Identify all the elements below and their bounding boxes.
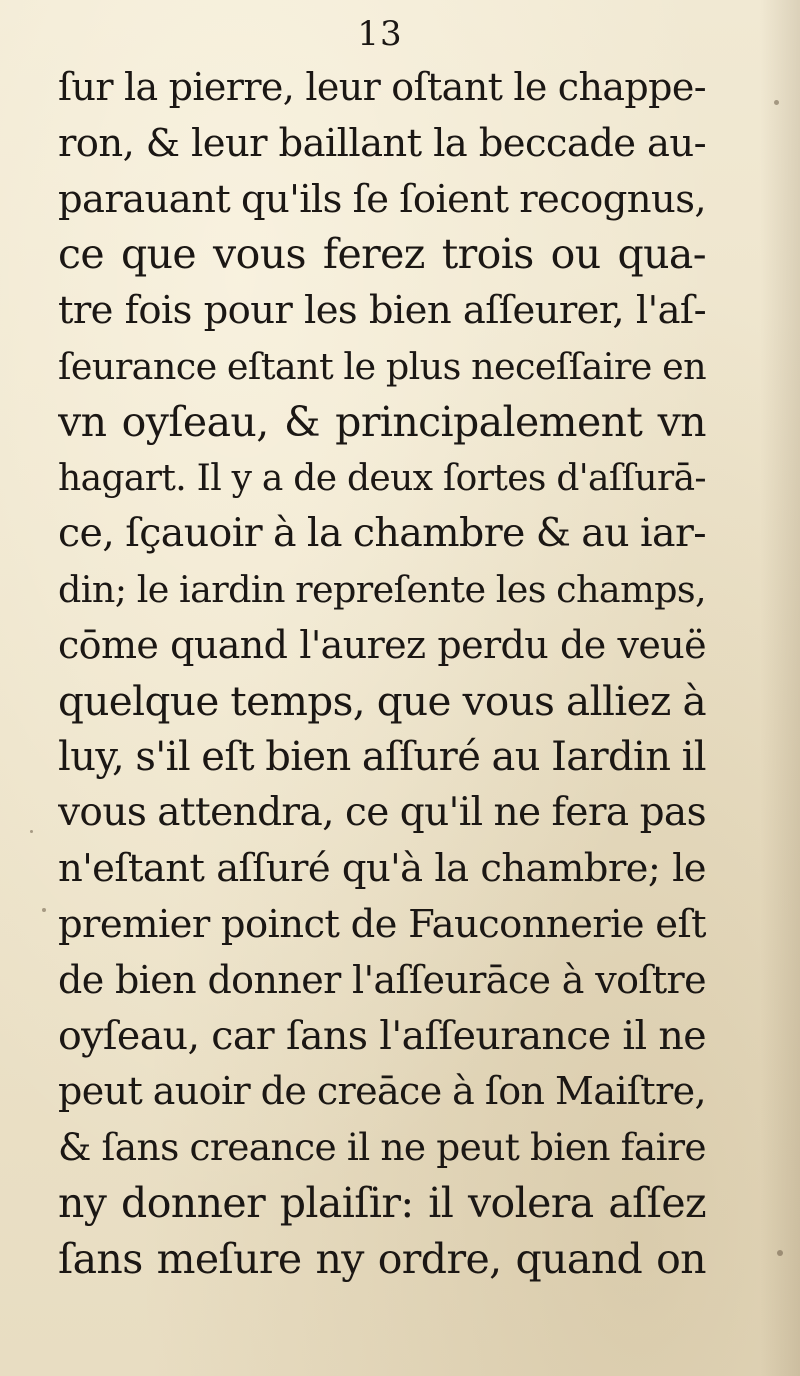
text-line: & ſans creance il ne peut bien faire [58, 1125, 706, 1170]
text-line: premier poinct de Fauconnerie eſt [58, 901, 706, 947]
body-text [58, 60, 706, 1288]
text-line: peut auoir de creāce à ſon Maiſtre, [58, 1069, 706, 1114]
paper-speck [42, 908, 46, 912]
text-line: quelque temps, que vous alliez à [58, 676, 706, 725]
text-line: oyſeau, car ſans l'aſſeurance il ne [58, 1012, 706, 1059]
text-line: ny donner plaiſir: il volera aſſez [58, 1178, 706, 1227]
text-line: parauant qu'ils ſe ſoient recognus, [58, 176, 706, 222]
text-line: ce, ſçauoir à la chambre & au iar- [58, 510, 706, 557]
page-number: 13 [357, 14, 403, 54]
text-line: vous attendra, ce qu'il ne fera pas [58, 790, 706, 836]
text-line: ſeurance eſtant le plus neceſſaire en [58, 344, 706, 388]
text-line: tre fois pour les bien aſſeurer, l'aſ- [58, 288, 706, 334]
text-line: ſur la pierre, leur oſtant le chappe- [58, 65, 706, 109]
paper-speck [30, 830, 33, 833]
text-line: vn oyſeau, & principalement vn [58, 397, 706, 446]
text-line: luy, s'il eſt bien aſſuré au Iardin il [58, 733, 706, 780]
text-line: cōme quand l'aurez perdu de veuë [58, 622, 706, 667]
text-line: ce que vous ferez trois ou qua- [58, 230, 706, 279]
text-line: ron, & leur baillant la beccade au- [58, 120, 706, 166]
text-line: hagart. Il y a de deux ſortes d'aſſurā- [58, 457, 706, 499]
text-line: de bien donner l'aſſeurāce à voſtre [58, 957, 706, 1002]
text-line: din; le iardin repreſente les champs, [58, 568, 706, 612]
paper-speck [777, 1250, 783, 1256]
paper-speck [774, 100, 779, 105]
text-line: ſans meſure ny ordre, quand on [58, 1234, 706, 1283]
text-line: n'eſtant aſſuré qu'à la chambre; le [58, 846, 706, 892]
